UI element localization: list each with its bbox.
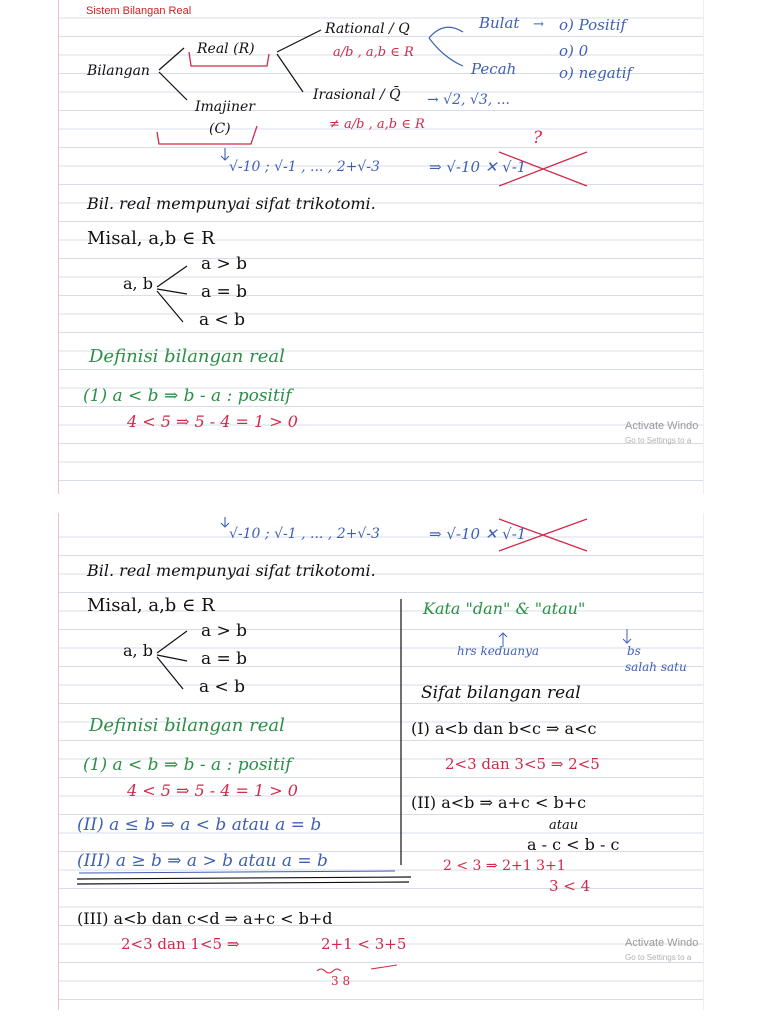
case-lt-2: a < b bbox=[199, 677, 246, 697]
definition-1-example: 4 < 5 ⇒ 5 - 4 = 1 > 0 bbox=[127, 412, 298, 431]
hrs-keduanya-note: hrs keduanya bbox=[457, 644, 540, 658]
definition-2: (II) a ≤ b ⇒ a < b atau a = b bbox=[77, 815, 322, 835]
sifat-2-atau: atau bbox=[549, 818, 579, 833]
sifat-2-example-a: 2 < 3 ⇒ 2+1 3+1 bbox=[443, 858, 566, 874]
irasional-label: Irasional / Q̄ bbox=[313, 87, 401, 103]
sifat-2-b: a - c < b - c bbox=[527, 835, 620, 854]
nol-label: o) 0 bbox=[559, 42, 589, 60]
case-lt: a < b bbox=[199, 310, 246, 330]
salah-satu-note: salah satu bbox=[625, 660, 687, 674]
case-eq-2: a = b bbox=[201, 649, 248, 669]
definition-3: (III) a ≥ b ⇒ a > b atau a = b bbox=[77, 851, 328, 871]
imajiner-label: Imajiner bbox=[195, 99, 255, 115]
irasional-def: → √2, √3, ... bbox=[427, 92, 510, 108]
activate-windows-title-2: Activate Windo bbox=[625, 937, 699, 949]
rational-label: Rational / Q bbox=[325, 21, 410, 37]
sifat-2: (II) a<b ⇒ a+c < b+c bbox=[411, 793, 587, 812]
note-page-2 bbox=[58, 513, 704, 1010]
bulat-label: Bulat bbox=[479, 14, 520, 32]
imaginary-implies-2: ⇒ √-10 ✕ √-1 bbox=[429, 525, 527, 543]
sifat-3: (III) a<b dan c<d ⇒ a+c < b+d bbox=[77, 909, 333, 928]
question-mark: ? bbox=[533, 128, 543, 148]
rational-def: a/b , a,b ∈ R bbox=[333, 45, 414, 60]
activate-windows-sub-2: Go to Settings to a bbox=[625, 953, 692, 962]
bilangan-label: Bilangan bbox=[87, 63, 150, 79]
positif-label: o) Positif bbox=[559, 16, 627, 34]
case-eq: a = b bbox=[201, 282, 248, 302]
definition-1-example-2: 4 < 5 ⇒ 5 - 4 = 1 > 0 bbox=[127, 781, 298, 800]
ab-label-2: a, b bbox=[123, 641, 153, 660]
sifat-1: (I) a<b dan b<c ⇒ a<c bbox=[411, 719, 597, 738]
ab-label: a, b bbox=[123, 274, 153, 293]
sifat-3-example-b: 2+1 < 3+5 bbox=[321, 935, 407, 953]
imaginary-implies: ⇒ √-10 ✕ √-1 bbox=[429, 158, 527, 176]
irasional-neq: ≠ a/b , a,b ∈ R bbox=[329, 117, 425, 132]
note-page-1 bbox=[58, 0, 704, 494]
sifat-1-example: 2<3 dan 3<5 ⇒ 2<5 bbox=[445, 755, 600, 773]
bs-note: bs bbox=[627, 644, 641, 658]
pecah-label: Pecah bbox=[471, 60, 517, 78]
imaginary-examples: √-10 ; √-1 , ... , 2+√-3 bbox=[229, 159, 380, 175]
definisi-heading: Definisi bilangan real bbox=[89, 346, 285, 367]
kata-dan-atau: Kata "dan" & "atau" bbox=[423, 599, 586, 618]
activate-windows-sub: Go to Settings to a bbox=[625, 436, 692, 445]
misal-statement: Misal, a,b ∈ R bbox=[87, 228, 215, 249]
page-title: Sistem Bilangan Real bbox=[86, 5, 192, 17]
trikotomi-statement-2: Bil. real mempunyai sifat trikotomi. bbox=[87, 561, 376, 580]
sifat-2-example-b: 3 < 4 bbox=[549, 877, 591, 895]
definisi-heading-2: Definisi bilangan real bbox=[89, 715, 285, 736]
misal-statement-2: Misal, a,b ∈ R bbox=[87, 595, 215, 616]
negatif-label: o) negatif bbox=[559, 64, 633, 82]
sifat-3-example-c: 3 8 bbox=[331, 974, 351, 988]
imajiner-c-label: (C) bbox=[209, 121, 231, 137]
sifat-3-example-a: 2<3 dan 1<5 ⇒ bbox=[121, 935, 240, 953]
trikotomi-statement: Bil. real mempunyai sifat trikotomi. bbox=[87, 194, 376, 213]
case-gt: a > b bbox=[201, 254, 248, 274]
activate-windows-title: Activate Windo bbox=[625, 420, 699, 432]
sifat-heading: Sifat bilangan real bbox=[421, 683, 581, 703]
real-label: Real (R) bbox=[197, 41, 255, 57]
case-gt-2: a > b bbox=[201, 621, 248, 641]
imaginary-examples-2: √-10 ; √-1 , ... , 2+√-3 bbox=[229, 526, 380, 542]
bulat-arrow: → bbox=[533, 17, 544, 32]
definition-1: (1) a < b ⇒ b - a : positif bbox=[83, 386, 292, 406]
definition-1-2: (1) a < b ⇒ b - a : positif bbox=[83, 755, 292, 775]
